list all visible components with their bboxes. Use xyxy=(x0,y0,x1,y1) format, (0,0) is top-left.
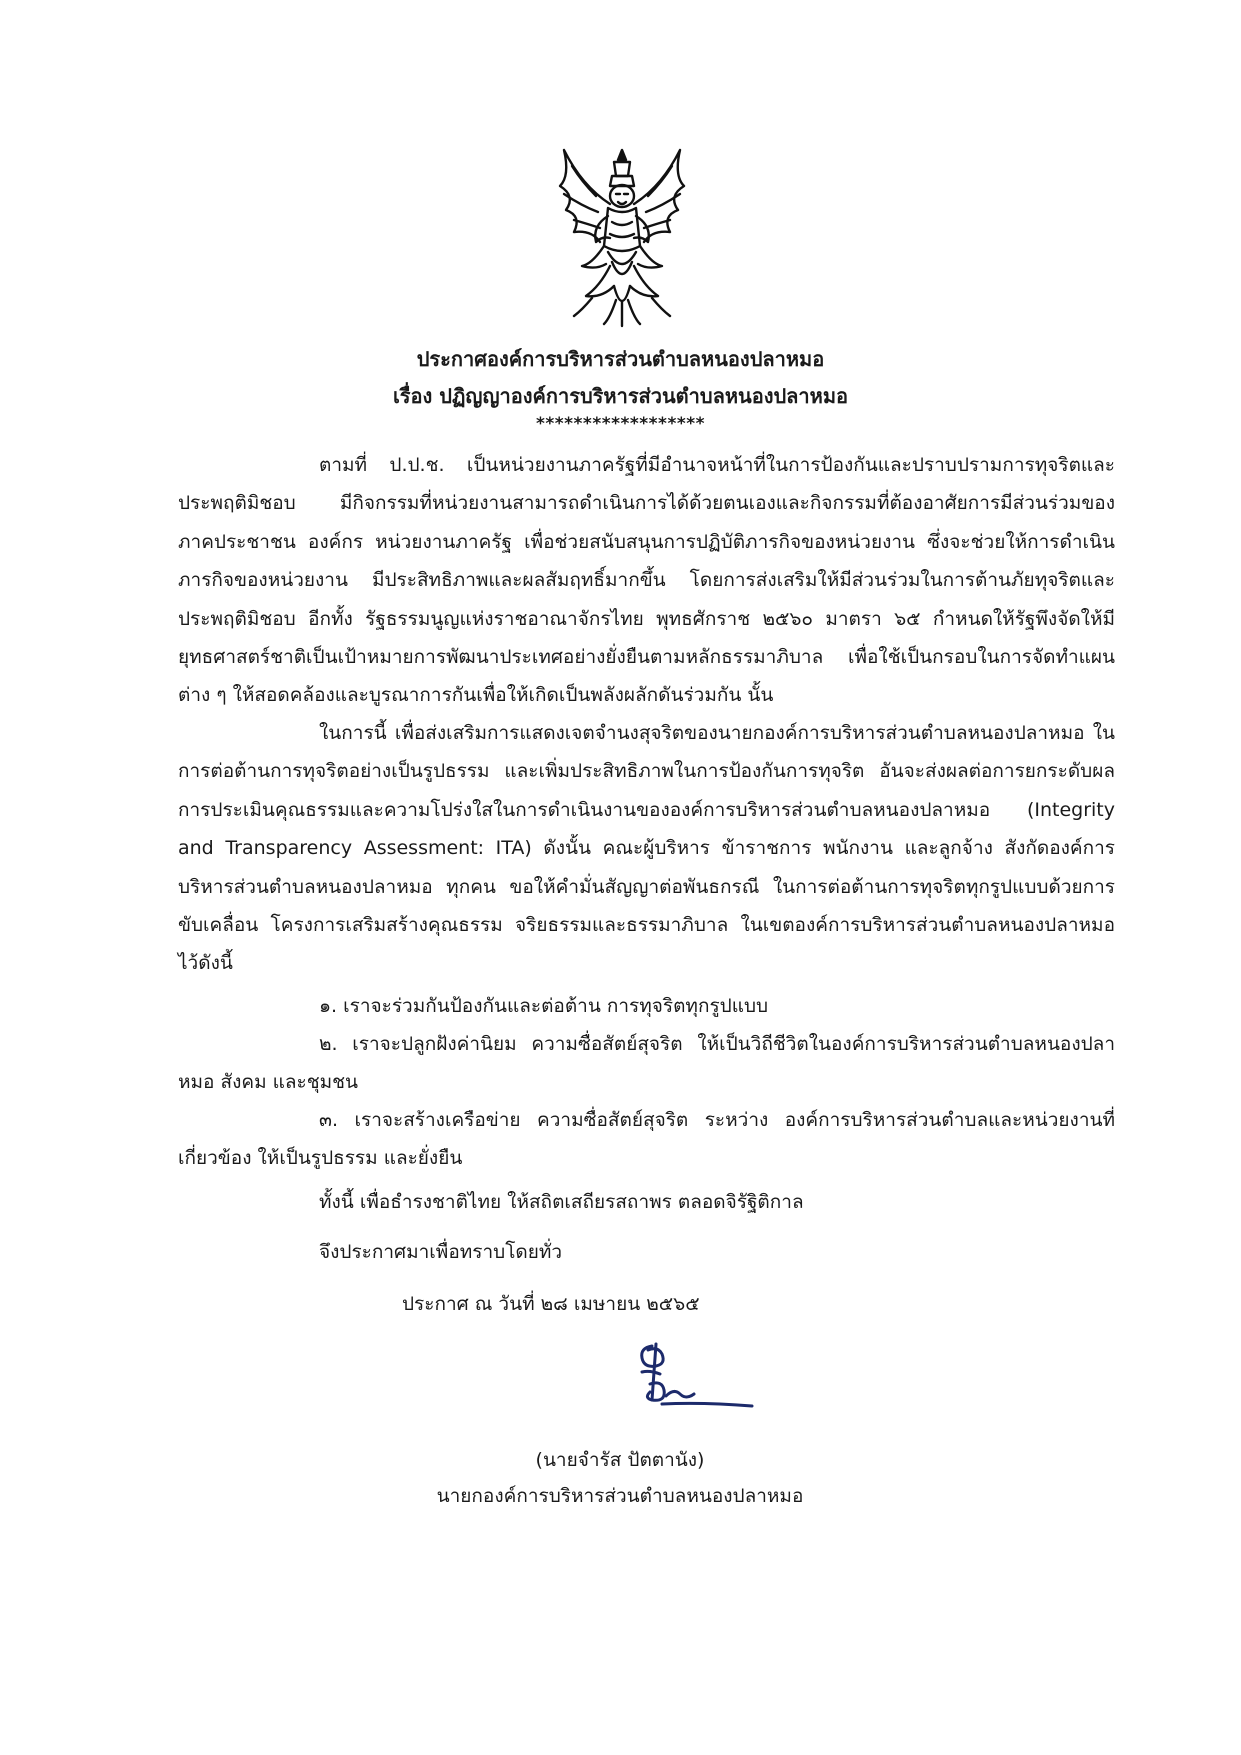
declaration-item-1: ๑. เราจะร่วมกันป้องกันและต่อต้าน การทุจริตทุกรูปแบบ xyxy=(319,995,769,1017)
declaration-item-3: ๓. เราจะสร้างเครือข่าย ความซื่อสัตย์สุจริต ระหว่าง องค์การบริหารส่วนตำบลและหน่วยงานที่เกี่ยวข้อง ให้เป็นรูปธรรม และยั่งยืน xyxy=(178,1109,1115,1169)
title-divider: ****************** xyxy=(535,414,706,434)
announcement-title: ประกาศองค์การบริหารส่วนตำบลหนองปลาหมอ xyxy=(416,347,825,371)
signer-name: (นายจำรัส ปัตตานัง) xyxy=(535,1449,705,1471)
signature-icon xyxy=(622,1340,762,1420)
closing-statement: ทั้งนี้ เพื่อธำรงชาติไทย ให้สถิตเสถียรสถาพร ตลอดจิรัฐิติกาล xyxy=(319,1191,804,1213)
announcement-notice: จึงประกาศมาเพื่อทราบโดยทั่ว xyxy=(319,1241,563,1263)
signer-title: นายกองค์การบริหารส่วนตำบลหนองปลาหมอ xyxy=(436,1485,804,1507)
body-paragraph-1: ตามที่ ป.ป.ช. เป็นหน่วยงานภาครัฐที่มีอำนาจหน้าที่ในการป้องกันและปราบปรามการทุจริตและประพฤติมิชอบ มีกิจกรรมที่หน่วยงานสามารถดำเนินการได้ด้วยตนเองและกิจกรรมที่ต้องอาศัยการมีส่วนร่วมของ ภาคประชาชน องค์กร หน่วยงานภาครัฐ เพื่อช่วยสนับสนุนการปฏิบัติภารกิจของหน่วยงาน ซึ่งจะช่วยให้การดำเนินภารกิจของหน่วยงาน มีประสิทธิภาพและผลสัมฤทธิ์มากขึ้น โดยการส่งเสริมให้มีส่วนร่วมในการต้านภัยทุจริตและประพฤติมิชอบ อีกทั้ง รัฐธรรมนูญแห่งราชอาณาจักรไทย พุทธศักราช ๒๕๖๐ มาตรา ๖๕ กำหนดให้รัฐพึงจัดให้มียุทธศาสตร์ชาติเป็นเป้าหมายการพัฒนาประเทศอย่างยั่งยืนตามหลักธรรมาภิบาล เพื่อใช้เป็นกรอบในการจัดทำแผนต่าง ๆ ให้สอดคล้องและบูรณาการกันเพื่อให้เกิดเป็นพลังผลักดันร่วมกัน นั้น xyxy=(178,454,1115,707)
announcement-subject: เรื่อง ปฏิญญาองค์การบริหารส่วนตำบลหนองปลาหมอ xyxy=(392,384,849,408)
garuda-emblem-icon xyxy=(552,146,692,328)
body-paragraph-2: ในการนี้ เพื่อส่งเสริมการแสดงเจตจำนงสุจริตของนายกองค์การบริหารส่วนตำบลหนองปลาหมอ ในการต่อต้านการทุจริตอย่างเป็นรูปธรรม และเพิ่มประสิทธิภาพในการป้องกันการทุจริต อันจะส่งผลต่อการยกระดับผลการประเมินคุณธรรมและความโปร่งใสในการดำเนินงานขององค์การบริหารส่วนตำบลหนองปลาหมอ (Integrity and Transparency Assessment: ITA) ดังนั้น คณะผู้บริหาร ข้าราชการ พนักงาน และลูกจ้าง สังกัดองค์การบริหารส่วนตำบลหนองปลาหมอ ทุกคน ขอให้คำมั่นสัญญาต่อพันธกรณี ในการต่อต้านการทุจริตทุกรูปแบบด้วยการขับเคลื่อน โครงการเสริมสร้างคุณธรรม จริยธรรมและธรรมาภิบาล ในเขตองค์การบริหารส่วนตำบลหนองปลาหมอ ไว้ดังนี้ xyxy=(178,722,1115,975)
announcement-date: ประกาศ ณ วันที่ ๒๘ เมษายน ๒๕๖๕ xyxy=(402,1293,700,1315)
declaration-item-2: ๒. เราจะปลูกฝังค่านิยม ความซื่อสัตย์สุจริต ให้เป็นวิถีชีวิตในองค์การบริหารส่วนตำบลหนองปลาหมอ สังคม และชุมชน xyxy=(178,1033,1115,1093)
